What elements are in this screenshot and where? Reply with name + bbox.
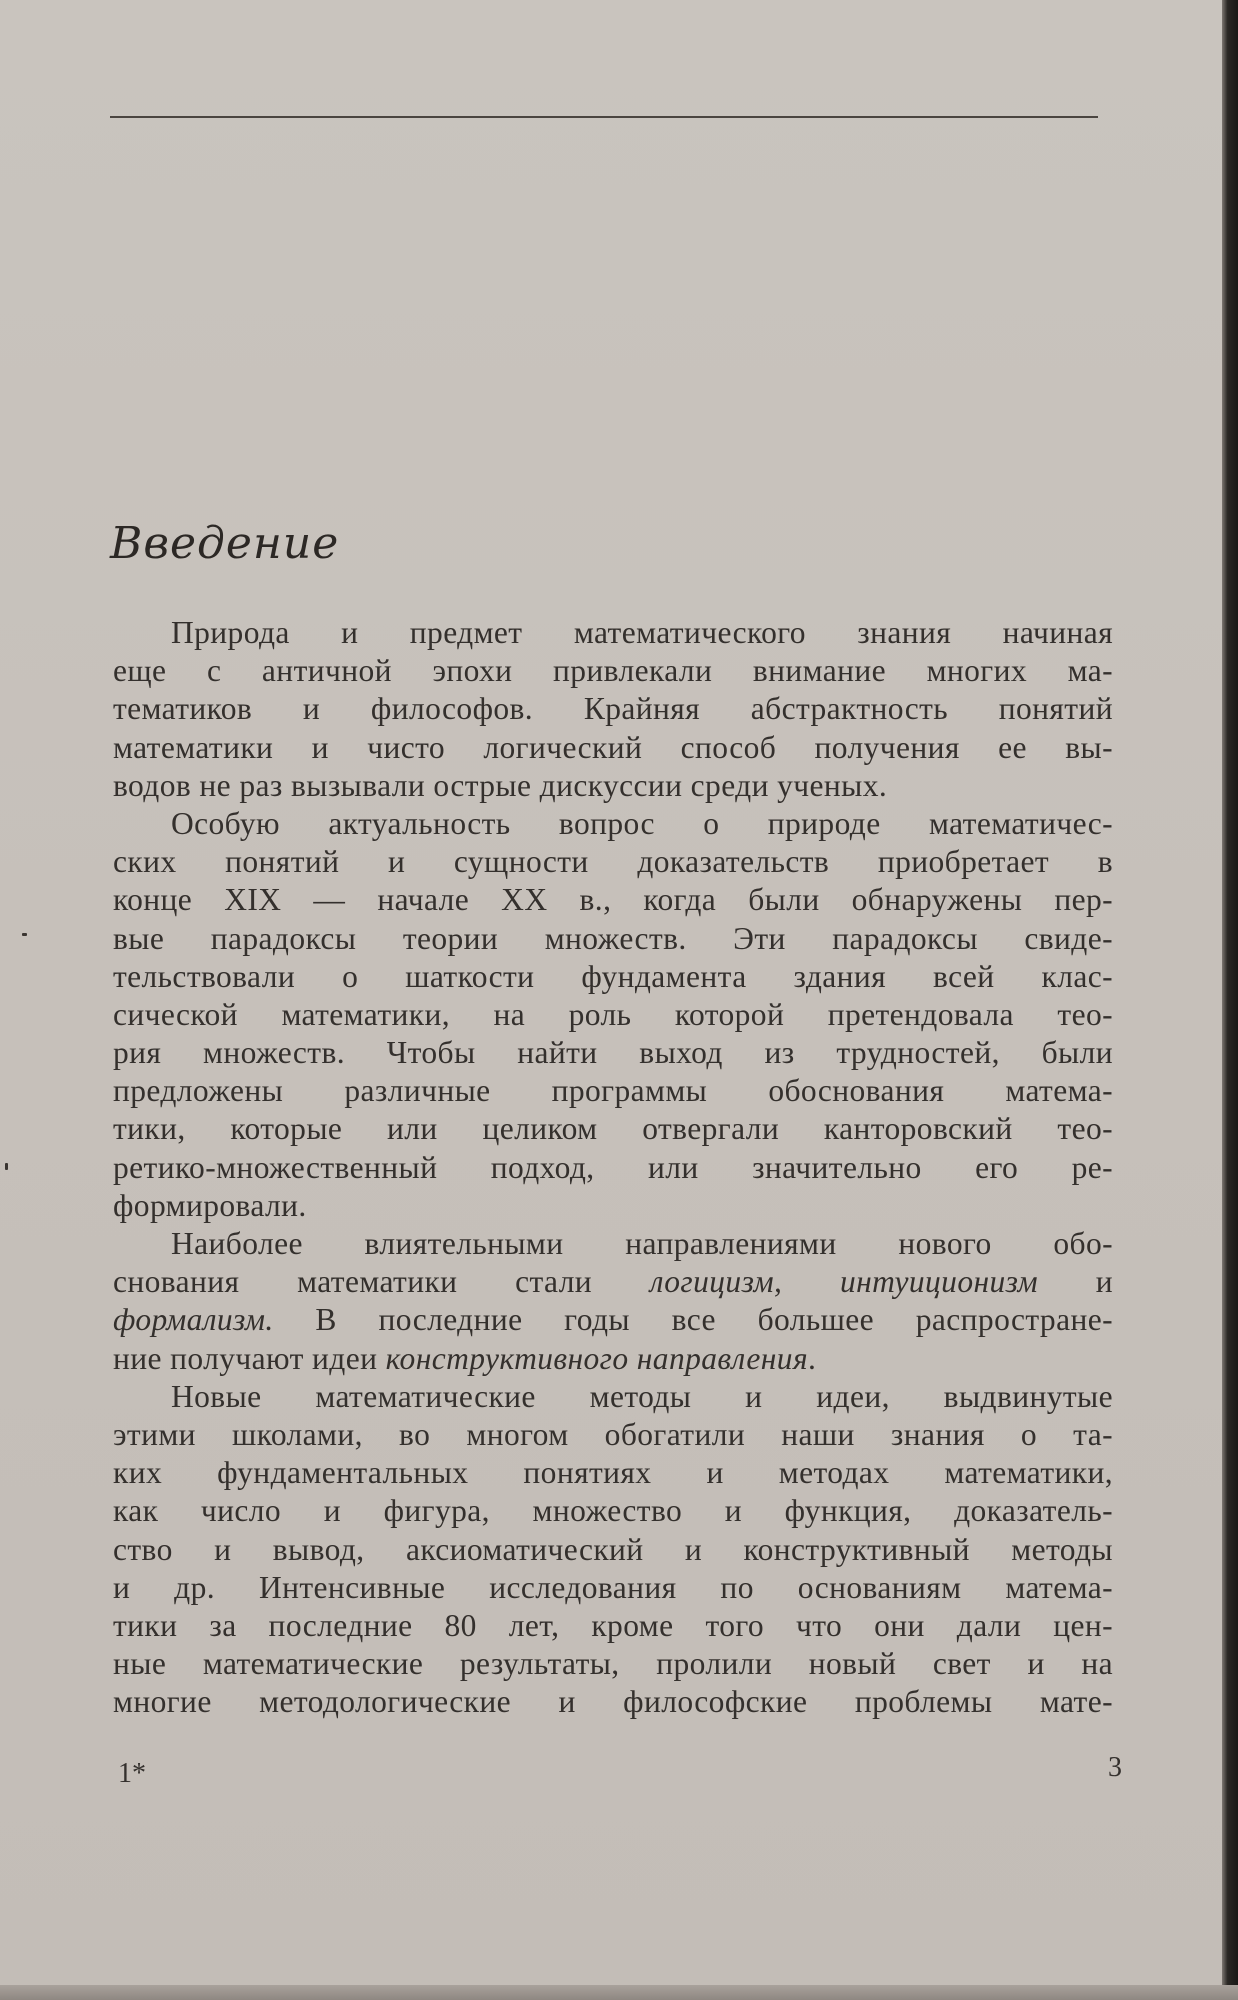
text-line: Особую актуальность вопрос о природе математичес- (171, 805, 1113, 841)
chapter-heading: Введение (110, 518, 340, 569)
text-line: математики и чисто логический способ получения ее вы- (113, 729, 1113, 765)
text-line: ные математические результаты, пролили новый свет и на (113, 1646, 1113, 1682)
body-text (113, 614, 1113, 1721)
text-line: Наиболее влиятельными направлениями нового обо- (171, 1226, 1113, 1261)
text-line: ких фундаментальных понятиях и методах математики, (113, 1455, 1113, 1491)
signature-mark: 1* (118, 1758, 146, 1789)
text-line: Новые математические методы и идеи, выдвинутые (171, 1378, 1113, 1414)
text-line: тематиков и философов. Крайняя абстрактность понятий (113, 691, 1113, 727)
text-segment: снования математики стали (113, 1264, 650, 1300)
text-line: еще с античной эпохи привлекали внимание многих ма- (113, 653, 1113, 689)
italic-term: логицизм, интуиционизм (649, 1264, 1039, 1300)
text-line: сической математики, на роль которой претендовала тео- (113, 996, 1113, 1032)
text-line (113, 1301, 1113, 1339)
text-line: конце XIX — начале XX в., когда были обнаружены пер- (113, 882, 1113, 918)
text-line: ство и вывод, аксиоматический и конструктивный методы (113, 1531, 1113, 1567)
page-edge (1222, 0, 1238, 2000)
print-speck (22, 933, 27, 936)
text-line: этими школами, во многом обогатили наши знания о та- (113, 1416, 1113, 1452)
italic-term: формализм. (113, 1302, 274, 1338)
text-line: водов не раз вызывали острые дискуссии среди ученых. (113, 767, 888, 803)
text-line: как число и фигура, множество и функция, доказатель- (113, 1493, 1113, 1529)
text-line: ретико-множественный подход, или значительно его ре- (113, 1149, 1113, 1185)
text-segment: . (808, 1340, 817, 1376)
text-line: ских понятий и сущности доказательств приобретает в (113, 844, 1113, 880)
text-line: вые парадоксы теории множеств. Эти парадоксы свиде- (113, 920, 1113, 956)
print-speck (5, 1163, 8, 1170)
text-line: тики, которые или целиком отвергали канторовский тео- (113, 1111, 1113, 1147)
text-line: формировали. (113, 1187, 307, 1223)
text-line: Природа и предмет математического знания начиная (171, 615, 1113, 650)
italic-term: конструктивного направления (385, 1340, 808, 1376)
page-number: 3 (1108, 1752, 1122, 1783)
text-line: предложены различные программы обоснования матема- (113, 1073, 1113, 1109)
header-rule (110, 116, 1098, 118)
text-line (113, 1263, 1113, 1301)
page-bottom-edge (0, 1985, 1238, 2000)
text-line (113, 1340, 1113, 1378)
text-segment: ние получают идеи (113, 1340, 386, 1376)
text-line: рия множеств. Чтобы найти выход из трудностей, были (113, 1035, 1113, 1071)
text-segment: и (1038, 1264, 1114, 1300)
text-segment: В последние годы все большее распростране- (273, 1302, 1113, 1338)
text-line: тики за последние 80 лет, кроме того что они дали цен- (113, 1607, 1113, 1643)
text-line: многие методологические и философские проблемы мате- (113, 1684, 1113, 1720)
text-line: тельствовали о шаткости фундамента здания всей клас- (113, 958, 1113, 994)
text-line: и др. Интенсивные исследования по основаниям матема- (113, 1569, 1113, 1605)
